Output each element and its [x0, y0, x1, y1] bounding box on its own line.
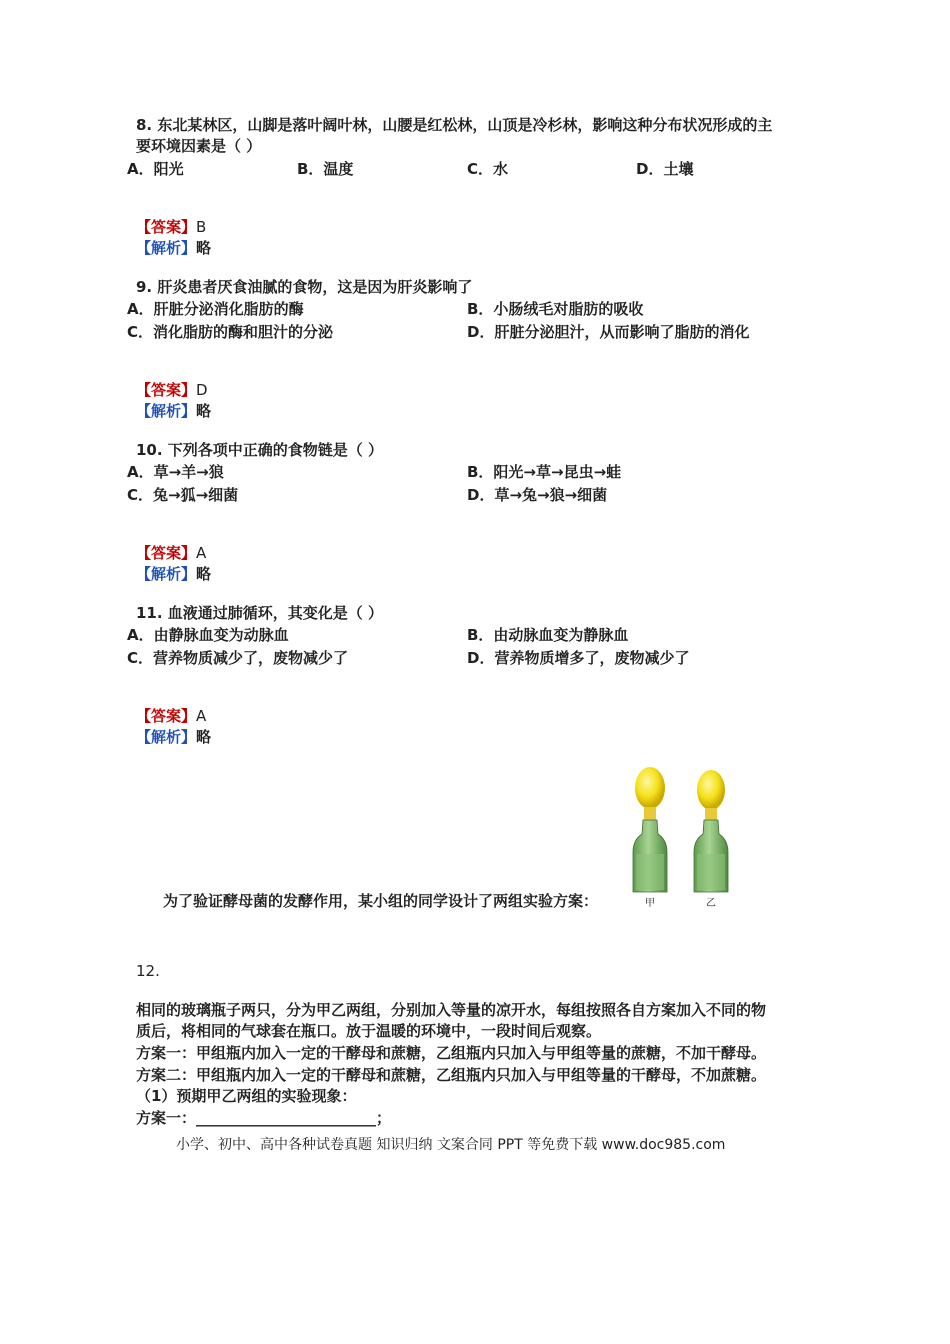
answer-value: A	[196, 707, 207, 725]
q8-stem-line1: 8. 东北某林区，山脚是落叶阔叶林，山腰是红松林，山顶是冷杉林，影响这种分布状况形成的主	[136, 116, 773, 134]
q9-answer	[136, 380, 208, 400]
q8-option-d: D．土壤	[636, 160, 694, 178]
q12-number: 12.	[136, 962, 160, 980]
q9-option-b: B．小肠绒毛对脂肪的吸收	[467, 300, 644, 318]
q11-option-a: A．由静脉血变为动脉血	[127, 626, 289, 644]
bottle-jia	[633, 767, 667, 892]
q9-option-d: D．肝脏分泌胆汁，从而影响了脂肪的消化	[467, 323, 750, 341]
q12-plan-one: 方案一：甲组瓶内加入一定的干酵母和蔗糖，乙组瓶内只加入与甲组等量的蔗糖，不加干酵母。	[136, 1044, 767, 1062]
q8-option-b: B．温度	[297, 160, 354, 178]
analysis-value: 略	[196, 239, 212, 257]
answer-value: B	[196, 218, 207, 236]
answer-tag: 【答案】	[136, 218, 197, 236]
q10-answer	[136, 543, 206, 563]
q10-option-c: C．兔→狐→细菌	[127, 486, 239, 504]
answer-value: D	[196, 381, 208, 399]
q11-option-b: B．由动脉血变为静脉血	[467, 626, 629, 644]
analysis-value: 略	[196, 728, 212, 746]
q10-analysis	[136, 564, 211, 584]
q10-option-b: B．阳光→草→昆虫→蛙	[467, 463, 622, 481]
q12-plan-two: 方案二：甲组瓶内加入一定的干酵母和蔗糖，乙组瓶内只加入与甲组等量的干酵母，不加蔗糖。	[136, 1066, 767, 1084]
q12-intro: 为了验证酵母菌的发酵作用，某小组的同学设计了两组实验方案：	[163, 892, 599, 910]
bottle-yi	[694, 770, 728, 892]
bottles-illustration	[623, 760, 741, 910]
q9-analysis	[136, 401, 211, 421]
analysis-tag: 【解析】	[136, 402, 197, 420]
q8-option-c: C．水	[467, 160, 509, 178]
answer-tag: 【答案】	[136, 707, 197, 725]
q11-answer	[136, 706, 206, 726]
analysis-value: 略	[196, 402, 212, 420]
answer-tag: 【答案】	[136, 381, 197, 399]
q12-paragraph-line2: 质后，将相同的气球套在瓶口。放于温暖的环境中，一段时间后观察。	[136, 1022, 602, 1040]
bottle-label-yi: 乙	[706, 898, 716, 909]
q10-stem: 10. 下列各项中正确的食物链是（ ）	[136, 441, 384, 459]
q8-option-a: A．阳光	[127, 160, 184, 178]
yeast-bottles-figure	[623, 760, 741, 910]
q9-stem: 9. 肝炎患者厌食油腻的食物，这是因为肝炎影响了	[136, 278, 473, 296]
analysis-tag: 【解析】	[136, 565, 197, 583]
q11-option-c: C．营养物质减少了，废物减少了	[127, 649, 349, 667]
q8-analysis	[136, 238, 211, 258]
q12-answer-blank-plan-one: 方案一：________________________；	[136, 1109, 392, 1127]
analysis-value: 略	[196, 565, 212, 583]
answer-value: A	[196, 544, 207, 562]
q10-option-a: A．草→羊→狼	[127, 463, 224, 481]
q11-analysis	[136, 727, 211, 747]
q10-option-d: D．草→兔→狼→细菌	[467, 486, 608, 504]
q9-option-a: A．肝脏分泌消化脂肪的酶	[127, 300, 304, 318]
q11-option-d: D．营养物质增多了，废物减少了	[467, 649, 690, 667]
answer-tag: 【答案】	[136, 544, 197, 562]
analysis-tag: 【解析】	[136, 239, 197, 257]
q9-option-c: C．消化脂肪的酶和胆汁的分泌	[127, 323, 334, 341]
page-footer: 小学、初中、高中各种试卷真题 知识归纳 文案合同 PPT 等免费下载 www.doc985.com	[176, 1137, 726, 1153]
q12-sub-question-1: （1）预期甲乙两组的实验现象：	[136, 1087, 357, 1105]
q8-answer	[136, 217, 206, 237]
q12-paragraph-line1: 相同的玻璃瓶子两只，分为甲乙两组，分别加入等量的凉开水，每组按照各自方案加入不同的物	[136, 1001, 767, 1019]
bottle-label-jia: 甲	[645, 898, 655, 909]
q8-stem-line2: 要环境因素是（ ）	[136, 137, 262, 155]
q11-stem: 11. 血液通过肺循环，其变化是（ ）	[136, 604, 384, 622]
analysis-tag: 【解析】	[136, 728, 197, 746]
